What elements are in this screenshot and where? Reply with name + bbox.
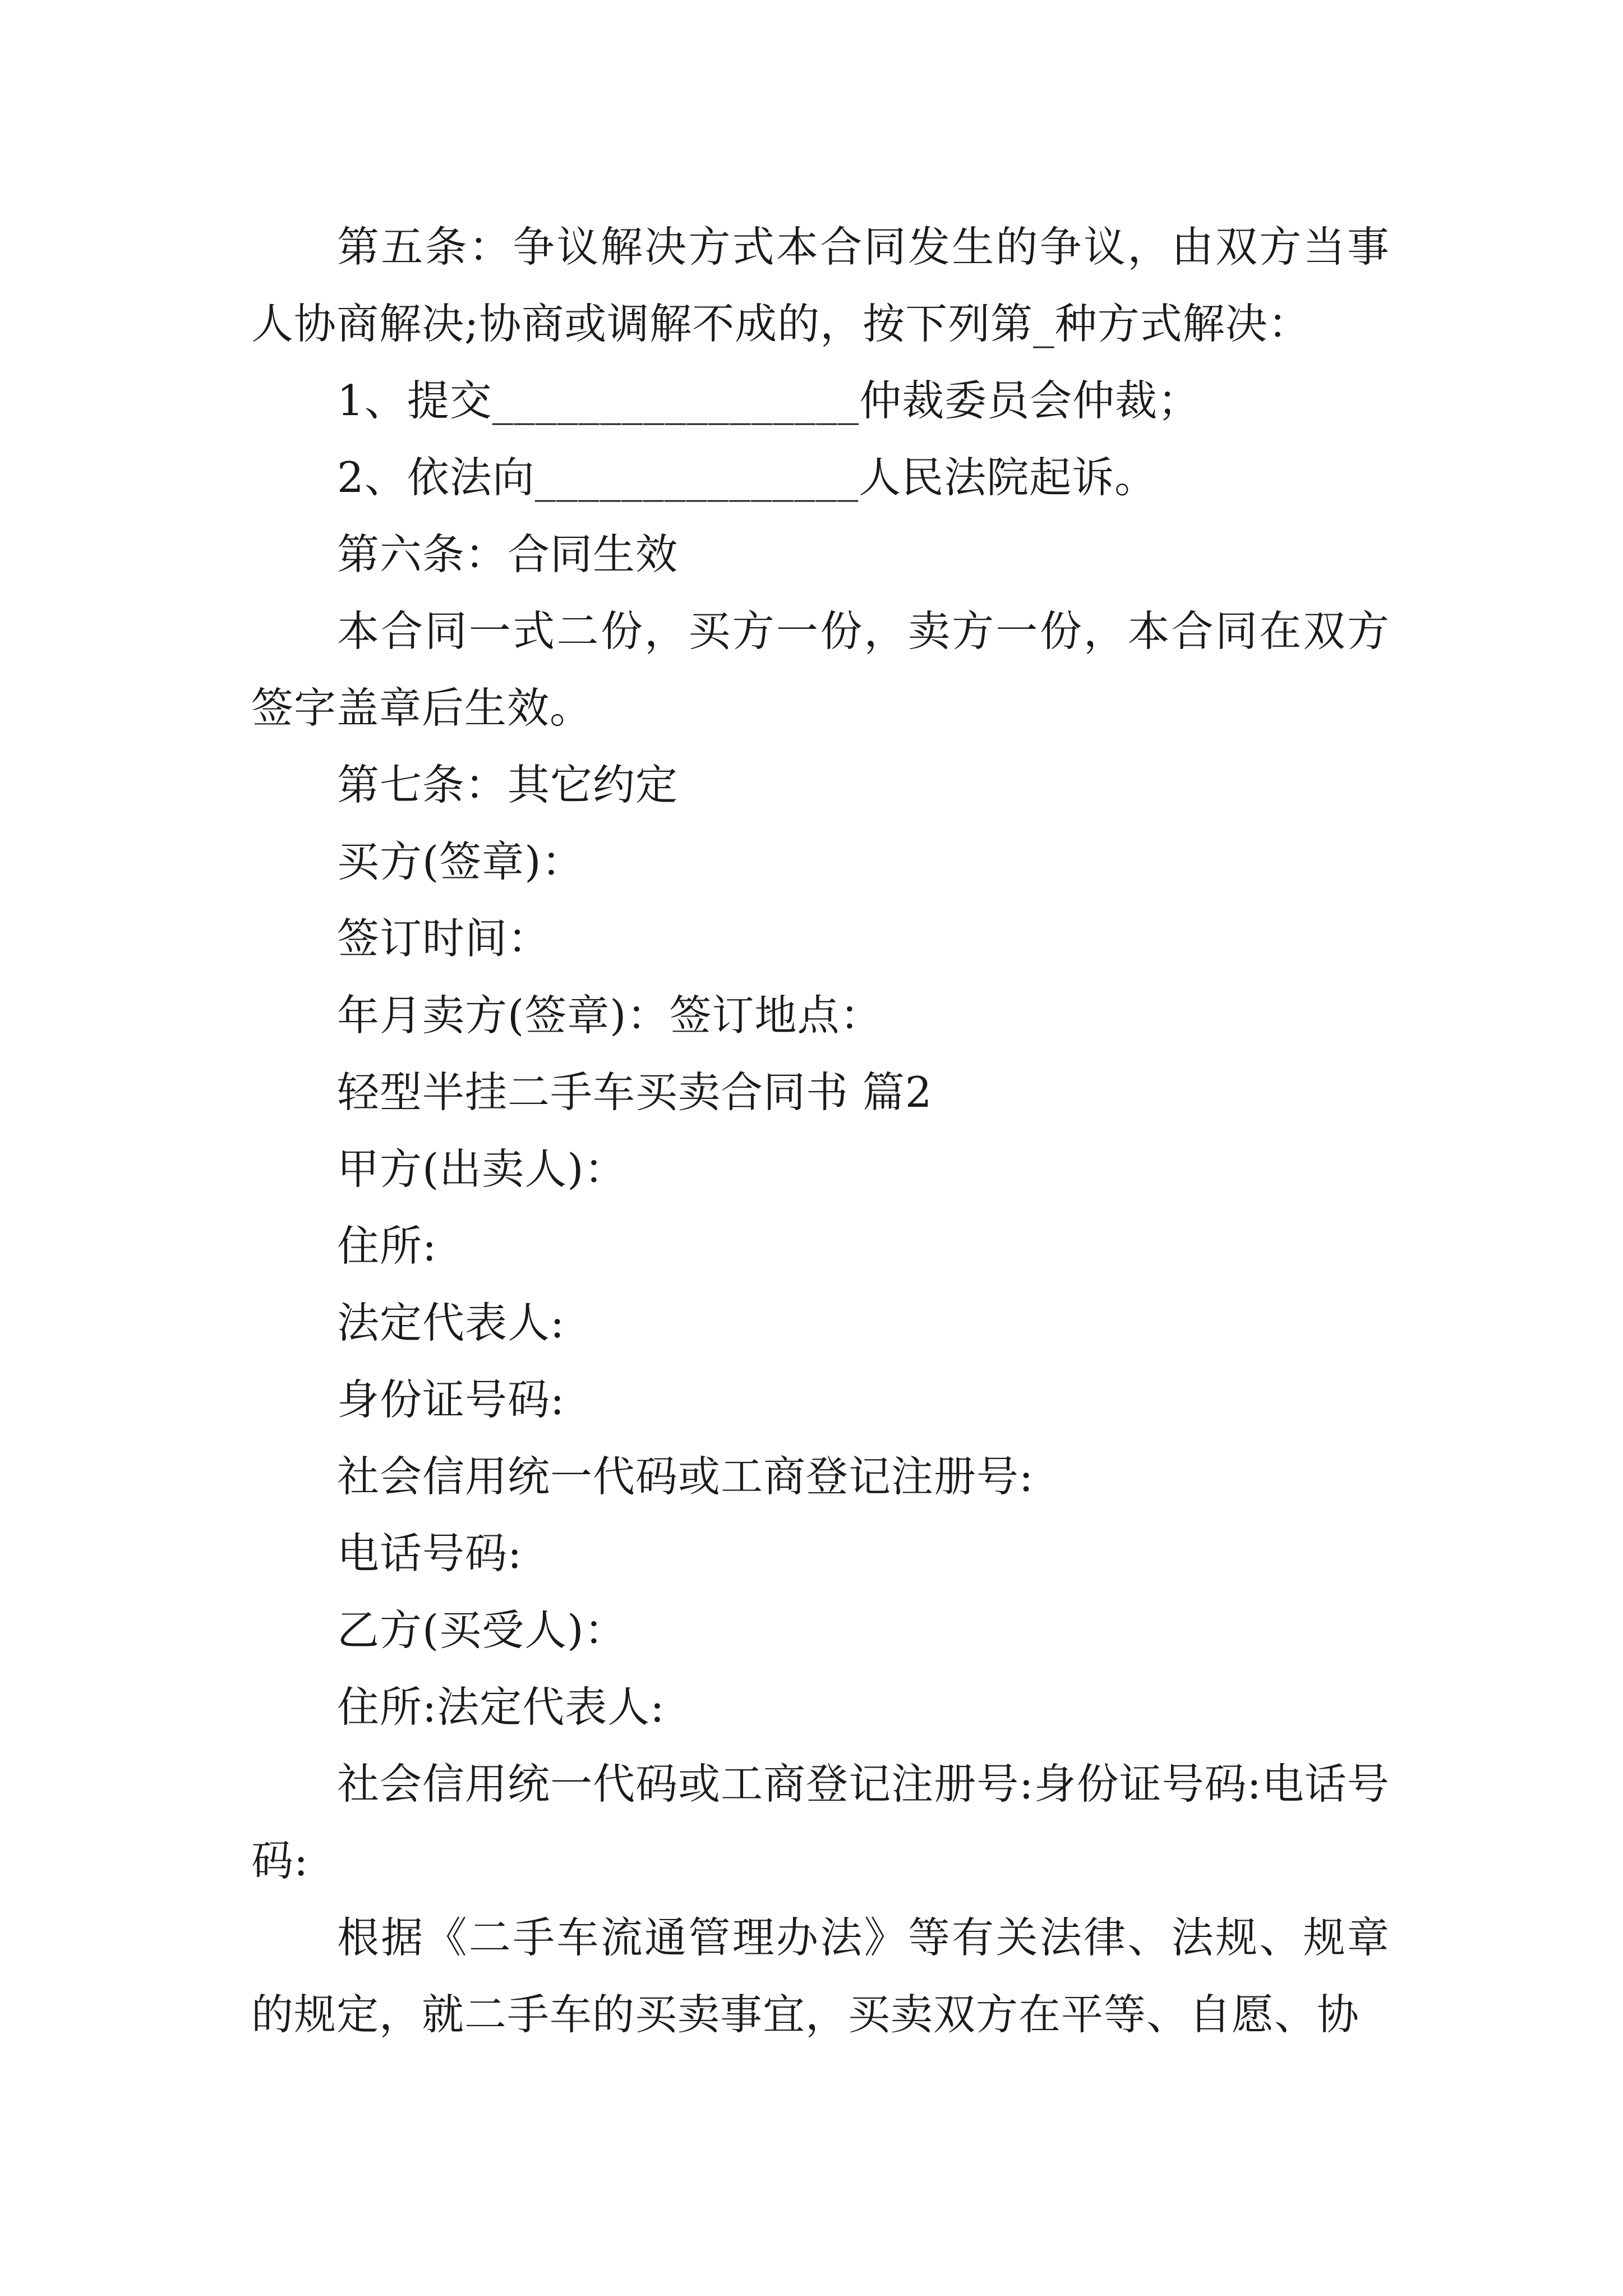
clause-6-text: 本合同一式二份，买方一份，卖方一份，本合同在双方签字盖章后生效。 (251, 606, 1390, 733)
litigation-option: 2、依法向_______________人民法院起诉。 (337, 453, 1158, 502)
seller-signature-place-line: 年月卖方(签章)：签订地点： (337, 991, 883, 1040)
clause-5-dispute-resolution: 第五条：争议解决方式本合同发生的争议，由双方当事人协商解决;协商或调解不成的，按下列第_种方式解决： (251, 222, 1390, 348)
contract-2-title: 轻型半挂二手车买卖合同书 篇2 (337, 1068, 933, 1117)
preamble-paragraph: 根据《二手车流通管理办法》等有关法律、法规、规章的规定，就二手车的买卖事宜，买卖双方在平等、自愿、协 (251, 1913, 1390, 2039)
party-a-address: 住所: (337, 1221, 437, 1271)
arbitration-option: 1、提交_________________仲裁委员会仲裁； (337, 376, 1201, 425)
party-a-id-number: 身份证号码: (337, 1375, 565, 1424)
party-a-phone: 电话号码: (337, 1529, 523, 1578)
signing-time-line: 签订时间： (337, 914, 551, 963)
party-b-credit-id-phone: 社会信用统一代码或工商登记注册号:身份证号码:电话号码: (251, 1759, 1390, 1885)
party-b-label: 乙方(买受人)： (337, 1605, 627, 1655)
party-a-label: 甲方(出卖人)： (337, 1144, 627, 1194)
clause-7-heading: 第七条：其它约定 (337, 760, 679, 809)
party-a-legal-representative: 法定代表人: (337, 1298, 565, 1347)
buyer-signature-line: 买方(签章)： (337, 837, 584, 886)
party-b-address-representative: 住所:法定代表人: (337, 1682, 665, 1732)
clause-6-heading: 第六条：合同生效 (337, 530, 679, 579)
document-body (251, 209, 1390, 2053)
party-a-credit-code: 社会信用统一代码或工商登记注册号: (337, 1452, 1034, 1501)
